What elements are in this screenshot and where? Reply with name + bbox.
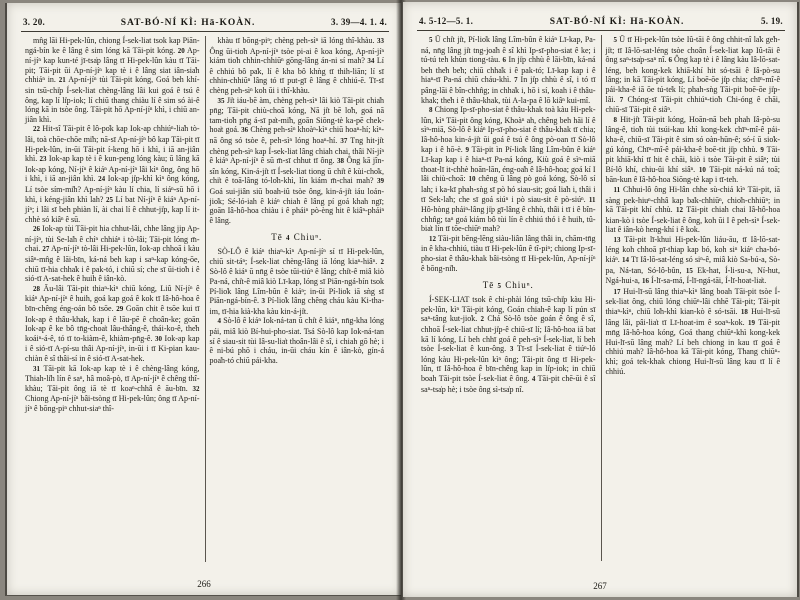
verse-number: 19	[748, 318, 755, 327]
verse-paragraph: 5 Ū tī Hi-pek-lûn tsòe Iû-tāi ê ông chhit-nî la̍k ge̍h-ji̍t; tī Iâ-lō-sat-léng tsòe choân Í-sek-liat kap Iû-tāi ê ông saⁿ-tsa̍p-saⁿ nî. 6 Ông kap tè i ê lâng kàu Iâ-lō-sat-léng, beh kong-kek khiā-khí hit só-tsāi ê Iâ-pò-su lâng; in kā Tāi-pit kóng, Lí boē-ōe ji̍p chia; chīⁿ-mî-ê pái-kha-ê iā ōe tú-te̍k lí; phah-sǹg Tāi-pit boē-ōe ji̍p-lâi. 7 Chóng-sī Tāi-pit chhiúⁿ-tio̍h Chi-óng ê chāi, chiū-sī Tāi-pit ê siâⁿ.	[605, 35, 781, 115]
verse-paragraph: 28 Āu-lâi Tāi-pit thiaⁿ-kìⁿ chiū kóng, Liû Ní-jíⁿ ê kiáⁿ Ap-ní-jíⁿ ê huih, goá kap goá ê kok tī Iâ-hô-hoa ê bīn-chêng éng-oán bô tsōe. 29 Goān chit ê tsōe kui tī Iok-ap ê thâu-khak, kap i ê lāu-pē ê choân-ke; goān Iok-ap ê ke bô tn̄g-choa̍t lâu-thâng-ê, thái-ko-ê, the̍h koáiⁿ-á-ê, tó tī to-kiàm-ê, khiàm-pn̄g-ê. 30 Iok-ap kap i ê sió-tī A-pí-su thâi Ap-ní-jíⁿ, in-ūi i tī Ki-pian kau-chiàn ê sî thâi-sí in ê sió-tī A-sat-hek.	[25, 283, 200, 363]
verse-paragraph: 4 Sò-lô ê kiáⁿ Iok-ná-tan ū chi̍t ê kiáⁿ, nn̄g-kha lóng pái, miâ kiò Bí-hui-pho-siat. Tsá Sò-lô kap Iok-ná-tan sí ê siau-sit tùi Iâ-su-lia̍t thoân-lâi ê sî, i chiah gō hè; i ê ni-bú phō i cháu, in-ūi cháu kín ê iân-kò, gín-á poa̍h-tó chiū pái-kha.	[209, 316, 384, 365]
verse-number: 15	[685, 266, 693, 275]
verse-number: 10	[698, 165, 706, 174]
verse-paragraph: 35 Ji̍t iáu-bē àm, chèng peh-sìⁿ lâi kiò Tāi-pit chia̍h pn̄g; Tāi-pit chiù-choā kóng, Nā ji̍t bē lo̍h, goá nā tam-tio̍h pn̄g á-sī pa̍t-mi̍h, goān Siōng-tè ka-pē chek-hoa̍t goá. 36 Chèng peh-sìⁿ khoàⁿ-kìⁿ chiū hoaⁿ-hí; kìⁿ-nā ông só tsòe ê, peh-sìⁿ lóng hoaⁿ-hí. 37 Tng hit-ji̍t chèng peh-sìⁿ kap Í-sek-liat lâng chiah chai, thâi Ní-jíⁿ ê kiáⁿ Ap-ní-jíⁿ ê sū m̄-sī chhut tī ông. 38 Ông kā jîn-sîn kóng, Kin-á-ji̍t tī Í-sek-liat tiong ū chi̍t ê kùi-cho̍k, chi̍t ê toā-lâng tó-lo̍h-khì, lín kiám m̄-chai mah? 39 Goá sui-jiân siū boah-iû tsòe ông, kin-á-ji̍t iáu loán-jio̍k; Sé-ló-iah ê kiáⁿ chiah ê lâng pí goá khah ngī; goān Iâ-hô-hoa chiàu i ê pháiⁿ pò-èng hit ê kiâⁿ-pháiⁿ ê lâng.	[209, 95, 385, 225]
verse-number: 4	[531, 375, 536, 383]
verse-number: 29	[116, 305, 124, 314]
verse-number: 7	[619, 95, 624, 104]
verse-number: 26	[33, 225, 40, 234]
verse-number: 14	[622, 256, 629, 265]
verse-paragraph: 8 Hit-ji̍t Tāi-pit kóng, Hoān-nā beh phah Iâ-pò-su lâng-ê, tio̍h tùi tsúi-kau khì kong-kek chīⁿ-mî-ê pái-kha-ê, chiū-sī Tāi-pit ê sim só oàn-hūn-ê; só-í ū sio̍k-gú kóng, Chīⁿ-mî-ê pái-kha-ê boē-tit ji̍p chhù. 9 Tāi-pit khiā-khí tī hit ê chāi, kiò i tsòe Tāi-pit ê siâⁿ; tùi Bí-lô khí, chiu-ûi khí siâⁿ. 10 Tāi-pit ná-kú ná toā; bān-kun ê Iâ-hô-hoa Siōng-tè kap i tī-teh.	[605, 114, 781, 185]
verse-number: 6	[668, 56, 672, 65]
verse-paragraph: mn̂g lāi Hi-pek-lûn, chiong Í-sek-liat tsok kap Piān-ngá-bín ke ê lâng ê sim lóng kā Tāi-pit kóng. 20 Ap-ní-jíⁿ kap kun-té jī-tsa̍p lâng tī Hi-pek-lûn kàu tī Tāi-pit; Tāi-pit ūi Ap-ní-jíⁿ kap tè i ê lâng siat iân-sia̍h chhiáⁿ in. 21 Ap-ní-jíⁿ tùi Tāi-pit kóng, Goá beh khí-sin tsū-chi̍p Í-sek-liat chèng-lâng lâi kui goá ê tsú ê ông, kap lí li̍p-iok; lí chiū thang chiàu lí ê sim só ài-ê lóng kā in tsòe ông. Tāi-pit hō Ap-ní-jíⁿ khì, i chiū an-jiân khì.	[25, 36, 200, 124]
right-header-ref-right: 5. 19.	[760, 16, 783, 26]
verse-number: 25	[105, 195, 113, 204]
verse-paragraph: 26 Iok-ap tùi Tāi-pit hia chhut-lâi, chhe lâng jip Ap-ní-jíⁿ, tùi Se-la̍h ê chíⁿ chhiáⁿ i tò-lâi; Tāi-pit lóng m̄-chai. 27 Ap-ní-jíⁿ tò-lâi Hi-pek-lûn, Iok-ap chhoā i kàu siâⁿ-mn̂g ê lāi-bīn, ká-ná beh kap i saⁿ-kap kóng-ōe, chiū tī-hia chha̍k i ê pak-tó, i chiū sí; che sī ūi-tio̍h i ê sió-tī A-sat-hek ê huih ê iân-kò.	[25, 224, 200, 284]
left-page-column-1	[21, 35, 205, 563]
verse-number: 16	[641, 277, 649, 286]
verse-number: 36	[241, 126, 249, 135]
verse-paragraph: 12 Tāi-pit bēng-lēng siàu-liân lâng thâi in, chām-tn̄g in ê kha-chhiú, tiàu tī Hi-pek-lûn ê tî-piⁿ; chiong Ip-sī-pho-siat ê thâu-khak bâi-tsòng tī Hi-pek-lûn, Ap-ní-jíⁿ ê bōng-ni̍h.	[421, 233, 596, 273]
verse-number: 38	[337, 157, 344, 166]
verse-number: 32	[192, 384, 200, 393]
verse-paragraph: 22 Hit-sî Tāi-pit ê lô-po̍k kap Iok-ap chhiúⁿ-lia̍h tò-lâi, toà chōe-chōe mi̍h; nā-sī Ap-ní-jíⁿ bô kap Tāi-pit tī Hi-pek-lûn, in-ūi Tāi-pit í-keng hō i khì, i iā an-jiân khì. 23 Iok-ap kap tè i ê kun-peng lóng kàu; ū lâng kā Iok-ap kóng, Ní-jíⁿ ê kiáⁿ Ap-ní-jíⁿ lâi kìⁿ ông, ông hō i khì, i iā an-jiân khì. 24 Iok-ap ji̍p-khì kìⁿ ông kóng, Lí tsòe sím-mi̍h? Ap-ní-jíⁿ kàu lí chia, lí siáⁿ-sū hō i khì, i kéng-jiân khì lah? 25 Lí bat Ní-jíⁿ ê kiáⁿ Ap-ní-jíⁿ; i lâi sī beh phiàn lí, ài chai lí ê chhut-ji̍p, kap lí it-chhè só kiâⁿ ê sū.	[25, 124, 200, 224]
verse-paragraph: 8 Chiong Ip-sī-pho-siat ê thâu-khak toà kàu Hi-pek-lûn, kìⁿ Tāi-pit ông kóng, Khoàⁿ ah, chêng beh hāi lí ê sìⁿ-miā, Sò-lô ê kiáⁿ Ip-sī-pho-siat ê thâu-khak tī chia; Iâ-hô-hoa kin-á-ji̍t ūi goá ê tsú ê ông pò-oan tī Sò-lô kap i ê hō-è. 9 Tāi-pit ìn Pí-lio̍k lâng Lîm-bûn ê kiáⁿ Lī-kap kap i ê hiaⁿ-tī Pa-ná kóng, Kiù goá ê sìⁿ-miā thoat-lī it-chhè hoān-lān, éng-oa̍h ê Iâ-hô-hoa; goá kí I lâi chiù-choā: 10 chêng ū lâng pò goá kóng, Sò-lô sí lah; i ka-kī phah-sǹg sī pò hó siau-sit; goá lia̍h i, thâi i tī Sek-la̍h; che sī goá siúⁿ i pò siau-sit ê pò-siúⁿ. 11 Hô-hòng pháiⁿ-lâng ji̍p gī-lâng ê chhù, thâi i tī i ê bîn-chhn̂g; taⁿ goá kiám bô tùi lín ê chhiú thó i ê huih, tû-bia̍t lín tī tōe-chiūⁿ mah?	[421, 105, 596, 234]
verse-number: 5	[497, 282, 502, 291]
verse-number: 6	[502, 56, 507, 65]
right-page	[403, 2, 799, 597]
verse-paragraph: 17 Hui-lī-sū lâng thiaⁿ-kìⁿ lâng boah Tāi-pit tsòe Í-sek-liat ông, chiū lóng chiūⁿ-lâi chhē Tāi-pit; Tāi-pit thiaⁿ-kìⁿ, chiū lo̍h-khì kian-kò ê só-tsāi. 18 Hui-lī-sū lâng lâi, pâi-lia̍t tī Lī-hoat-im ê soaⁿ-kok. 19 Tāi-pit mn̄g Iâ-hô-hoa kóng, Goá thang chiūⁿ-khì kong-kek Hui-lī-sū lâng mah? Lí beh chiong in kau tī goá ê chhiú mah? Iâ-hô-hoa kā Tāi-pit kóng, Thang chiūⁿ-khì; goá tek-khak chiong Hui-lī-sū lâng kau tī lí ê chhiú.	[605, 286, 780, 376]
left-page-number: 266	[197, 579, 211, 589]
verse-number: 2	[480, 315, 485, 324]
verse-number: 4	[217, 317, 221, 326]
verse-number: 11	[588, 195, 596, 204]
verse-number: 10	[468, 175, 476, 184]
verse-paragraph: 5 Ū chi̍t ji̍t, Pí-lio̍k lâng Lîm-bûn ê kiáⁿ Lī-kap, Pa-ná, nn̄g lâng ji̍t tng-joa̍h ê sî khì Ip-sī-pho-siat ê ke; i tú-tú teh khùn tiong-tàu. 6 In ji̍p chhù ê lāi-bīn, ká-ná beh the̍h be̍h; chiū chha̍k i ê pak-tó; Lī-kap kap i ê hiaⁿ-tī Pa-ná chiū cháu-khì. 7 In ji̍p chhù ê sî, i tó tī pâng-lāi ê bîn-chhn̂g; in chha̍k i, hō i sí, koah i ê thâu-khak; the̍h i ê thâu-khak, tùi A-la-pa ê lō kiâⁿ kui-mî.	[421, 35, 596, 105]
verse-number: 21	[58, 76, 66, 85]
right-header-ref-left: 4. 5-12—5. 1.	[419, 16, 474, 26]
verse-number: 13	[613, 235, 621, 244]
chapter-heading: Tē 4 Chiuⁿ.	[271, 232, 323, 243]
right-page-columns	[417, 34, 785, 562]
verse-number: 31	[33, 364, 40, 373]
verse-number: 11	[613, 185, 621, 194]
verse-number: 3	[261, 297, 265, 306]
verse-number: 34	[367, 57, 375, 66]
verse-number: 39	[377, 177, 384, 186]
left-running-head	[21, 17, 389, 32]
verse-number: 8	[429, 106, 433, 115]
verse-paragraph: 13 Tāi-pit lī-khui Hi-pek-lûn liáu-āu, tī Iâ-lō-sat-léng koh chhoā pī-thiap kap bó, koh siⁿ kiáⁿ cha-bó-kiáⁿ. 14 Tī Iâ-lō-sat-léng só siⁿ-ê, miâ kiò Sa-bú-a, Sò-pa, Ná-tan, Só-lô-bûn, 15 Ek-hat, Í-li-su-a, Ní-hut, Ngá-hui-a, 16 Í-lī-sa-má, Í-lī-ngá-tāi, Í-lī-hoat-lia̍t.	[605, 234, 781, 286]
right-page-column-1	[417, 34, 601, 562]
right-page-inner	[403, 2, 797, 597]
right-page-number: 267	[593, 581, 607, 591]
verse-paragraph: 11 Chhui-lô ông Hi-lân chhe sù-chiá kìⁿ Tāi-pit, iā sàng pek-hiuⁿ-chhâ kap ba̍k-chhiūⁿ, chio̍h-chhiūⁿ; in kā Tāi-pit khí chhù. 12 Tāi-pit chiah chai Iâ-hô-hoa kian-kò i tsòe Í-sek-liat ê ông, koh ūi I ê peh-sìⁿ Í-sek-liat ê iân-kò heng-khí i ê kok.	[605, 184, 780, 235]
verse-number: 18	[740, 308, 748, 317]
verse-number: 12	[676, 206, 684, 215]
chapter-heading: Tē 5 Chiuⁿ.	[482, 280, 534, 291]
left-page-columns	[21, 35, 389, 563]
verse-number: 3	[509, 345, 514, 354]
right-header-title: SAT-BÓ-NÍ KÌ: Hā-KOÀN.	[549, 17, 685, 27]
verse-number: 24	[98, 175, 106, 184]
verse-paragraph: 31 Tāi-pit kā Iok-ap kap tè i ê chèng-lâng kóng, Thiah-li̍h lín ê saⁿ, hâ moâ-pò, tī Ap-ní-jíⁿ ê chêng thî-khàu; Tāi-pit ông iā tè tī koaⁿ-chhâ ê āu-bīn. 32 Chiong Ap-ní-jíⁿ bâi-tsòng tī Hi-pek-lûn; ông tī Ap-ní-jíⁿ ê bōng-piⁿ chhut-siaⁿ thî-	[25, 363, 200, 413]
verse-number: 27	[42, 245, 50, 254]
left-page	[5, 3, 401, 596]
verse-paragraph: khàu tī bōng-piⁿ; chèng peh-sìⁿ iā lóng thî-khàu. 33 Ông ūi-tio̍h Ap-ní-jíⁿ tsòe pi-ai ê koa kóng, Ap-ní-jíⁿ kiám tio̍h chhin-chhiūⁿ gōng-lâng án-ni sí mah? 34 Lí ê chhiú bô pa̍k, lí ê kha bô khǹg tī thih-liān; lí sī chhin-chhiūⁿ lâng tó tī put-gī ê lâng ê chhiú-ē. Tī-sī chèng peh-sìⁿ koh ūi i thî-khàu.	[209, 36, 384, 95]
verse-number: 5	[429, 36, 433, 44]
left-header-ref-right: 3. 39—4. 1. 4.	[331, 17, 387, 27]
verse-number: 23	[39, 155, 47, 164]
verse-number: 22	[33, 125, 40, 134]
verse-number: 17	[613, 287, 621, 296]
verse-number: 37	[340, 136, 348, 145]
verse-number: 12	[429, 234, 436, 243]
verse-number: 35	[217, 96, 225, 105]
verse-number: 28	[33, 284, 40, 293]
verse-number: 33	[377, 37, 384, 45]
verse-number: 9	[760, 145, 764, 154]
verse-number: 7	[514, 76, 518, 85]
verse-number: 9	[465, 145, 470, 154]
verse-paragraph: SÒ-LÔ ê kiáⁿ thiaⁿ-kìⁿ Ap-ní-jíⁿ sí tī Hi-pek-lûn, chiū sit-táⁿ; Í-sek-liat chèng-lâng iā lóng kiaⁿ-hiâⁿ. 2 Sò-lô ê kiáⁿ ū nn̄g ê tsòe tūi-tiúⁿ ê lâng; chi̍t-ê miâ kiò Pa-ná, chi̍t-ê miâ kiò Lī-kap, lóng sī Piān-ngá-bín tsok Pí-lio̍k lâng Lîm-bûn ê kiáⁿ; in-ūi Pí-lio̍k iā sǹg sī Piān-ngá-bín-ê. 3 Pí-lio̍k lâng chêng cháu kàu Ki-tha-im, tī-hia kià-kha kàu kin-á-ji̍t.	[209, 247, 384, 316]
verse-number: 30	[155, 334, 162, 343]
left-page-inner	[7, 3, 401, 595]
verse-number: 4	[285, 234, 291, 243]
left-header-ref-left: 3. 20.	[23, 17, 46, 27]
right-running-head	[417, 16, 785, 31]
verse-number: 2	[380, 257, 384, 266]
left-header-title: SAT-BÓ-NÍ KÌ: Hā-KOÀN.	[120, 18, 256, 28]
verse-paragraph: Í-SEK-LIAT tsok ê chi-phài lóng tsū-chi̍p kàu Hi-pek-lûn, kìⁿ Tāi-pit kóng, Goán chiah-ê kap lí pún sī saⁿ-tâng kut-jio̍k. 2 Chá Sò-lô tsòe goán ê ông ê sî, chhoā Í-sek-liat chhut-ji̍p-ê chiū-sī lí; Iâ-hô-hoa iā bat kā lí kóng, Lí beh chhī goá ê peh-sìⁿ Í-sek-liat, lí beh tsòe Í-sek-liat ê kun-ông. 3 Tī-sī Í-sek-liat ê tiúⁿ-ló lóng kàu Hi-pek-lûn kìⁿ ông; Tāi-pit ông tī Hi-pek-lûn, tī Iâ-hô-hoa ê bīn-chêng kap in li̍p-iok; in chiū boah Tāi-pit tsòe Í-sek-liat ê ông. 4 Tāi-pit chē-ūi ê sî saⁿ-tsa̍p hè; i tsòe ông sì-tsa̍p nî.	[421, 295, 596, 394]
verse-number: 8	[613, 115, 617, 124]
left-page-column-2	[206, 35, 390, 563]
verse-number: 5	[613, 36, 617, 44]
right-page-column-2	[602, 34, 786, 562]
verse-number: 20	[177, 46, 185, 55]
